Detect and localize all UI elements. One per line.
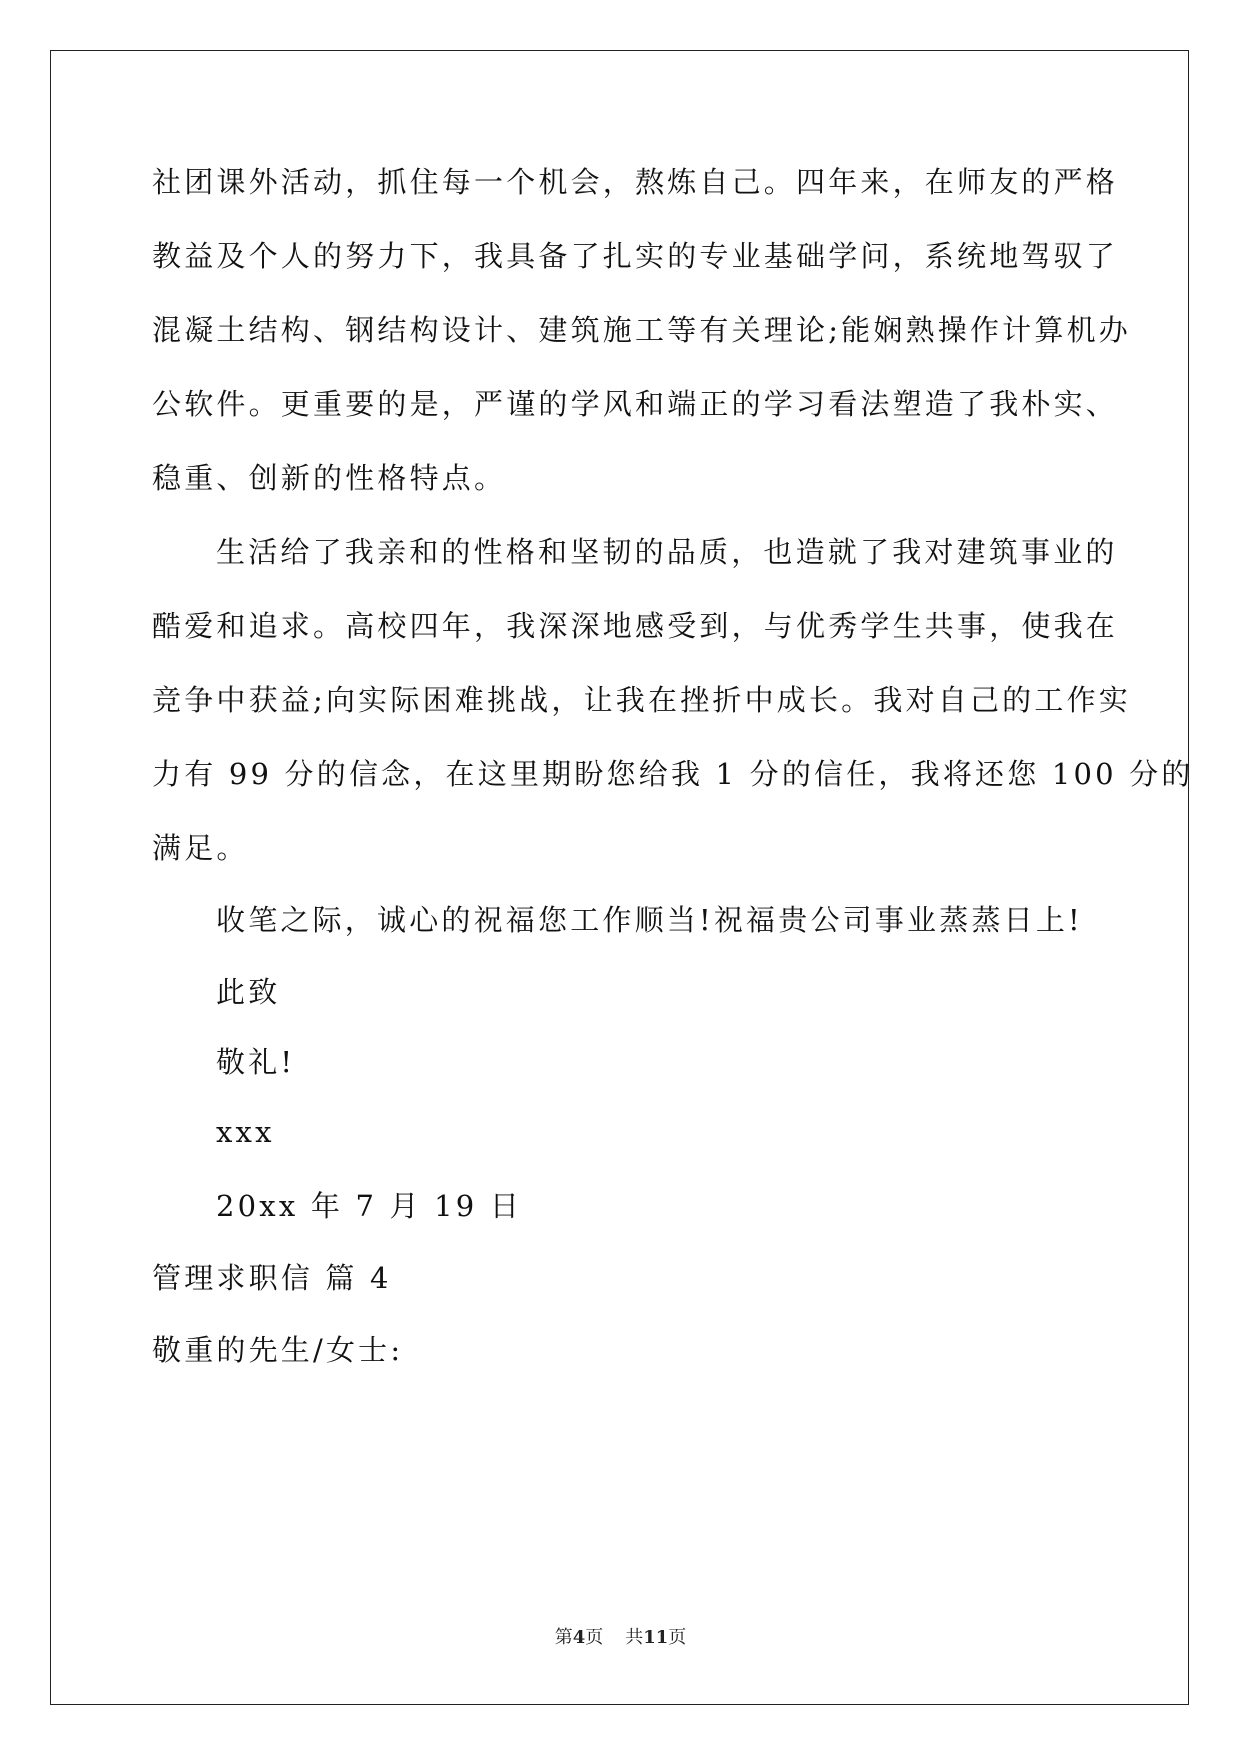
footer-page-suffix: 页: [585, 1627, 604, 1648]
text-line: 力有 99 分的信念，在这里期盼您给我 1 分的信任，我将还您 100 分的: [152, 757, 1194, 791]
text-line: 生活给了我亲和的性格和坚韧的品质，也造就了我对建筑事业的: [216, 535, 1118, 569]
footer-total-prefix: 共: [625, 1627, 644, 1648]
section-heading: 管理求职信 篇 4: [152, 1261, 392, 1295]
text-line: 公软件。更重要的是，严谨的学风和端正的学习看法塑造了我朴实、: [152, 387, 1119, 421]
text-line: 敬礼!: [216, 1045, 296, 1079]
text-line: 满足。: [152, 831, 249, 865]
page-footer: [0, 1626, 1241, 1650]
salutation: 敬重的先生/女士:: [152, 1333, 404, 1367]
text-line: 20xx 年 7 月 19 日: [216, 1189, 523, 1223]
footer-page-prefix: 第: [554, 1627, 573, 1648]
text-line: 收笔之际，诚心的祝福您工作顺当!祝福贵公司事业蒸蒸日上!: [216, 903, 1083, 937]
text-line: 此致: [216, 975, 281, 1009]
text-line: 混凝土结构、钢结构设计、建筑施工等有关理论;能娴熟操作计算机办: [152, 313, 1131, 347]
footer-page-number: 4: [572, 1627, 586, 1648]
text-line: 酷爱和追求。高校四年，我深深地感受到，与优秀学生共事，使我在: [152, 609, 1119, 643]
page-border: [50, 50, 1189, 1705]
text-line: 教益及个人的努力下，我具备了扎实的专业基础学问，系统地驾驭了: [152, 239, 1119, 273]
footer-total-suffix: 页: [668, 1627, 687, 1648]
text-line: 社团课外活动，抓住每一个机会，熬炼自己。四年来，在师友的严格: [152, 165, 1119, 199]
text-line: 竞争中获益;向实际困难挑战，让我在挫折中成长。我对自己的工作实: [152, 683, 1131, 717]
footer-total-pages: 11: [643, 1627, 669, 1648]
text-line: xxx: [216, 1115, 275, 1149]
text-line: 稳重、创新的性格特点。: [152, 461, 507, 495]
